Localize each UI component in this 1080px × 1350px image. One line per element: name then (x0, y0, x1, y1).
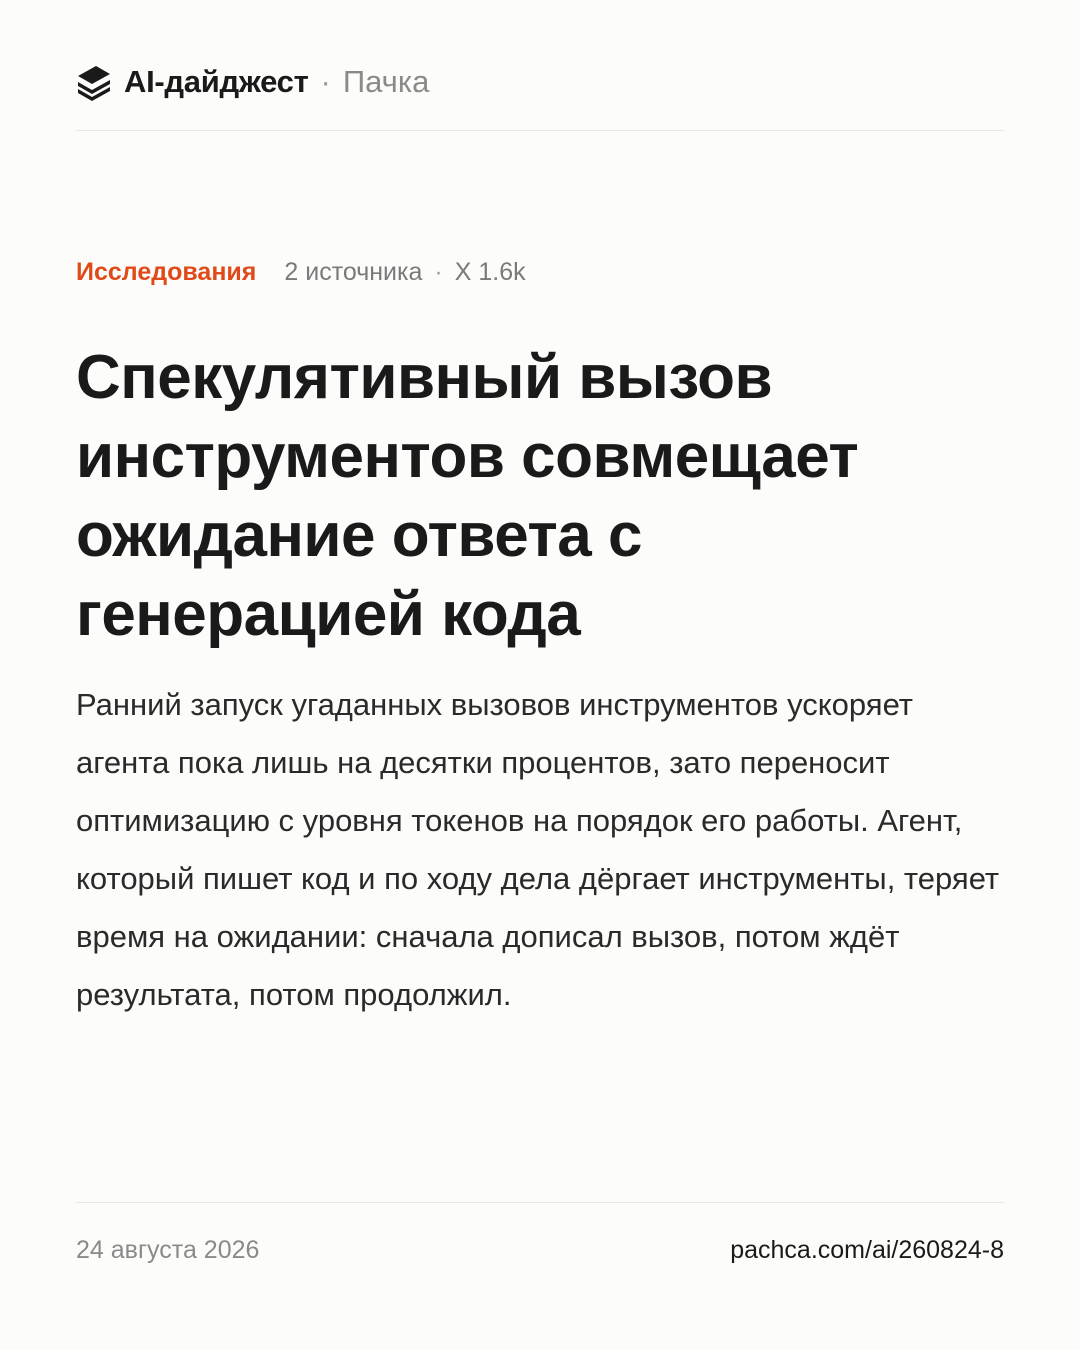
brand-separator: · (320, 64, 331, 99)
header-divider (76, 130, 1004, 131)
publish-date: 24 августа 2026 (76, 1236, 260, 1264)
meta-separator: · (434, 258, 443, 286)
stacked-layers-icon (76, 62, 112, 102)
sources-count: 2 источника (284, 258, 423, 286)
brand-subtitle: Пачка (342, 64, 430, 99)
brand-title: AI-дайджест (124, 64, 309, 99)
stat-count: X 1.6k (454, 258, 526, 286)
header (76, 58, 1004, 106)
article-body: Ранний запуск угаданных вызовов инструментов ускоряет агента пока лишь на десятки процентов, зато переносит оптимизацию с уровня токенов на порядок его работы. Агент, который пишет код и по ходу дела дёргает инструменты, теряет время на ожидании: сначала дописал вызов, потом ждёт результата, потом продолжил. (76, 687, 1000, 1012)
article-url[interactable]: pachca.com/ai/260824-8 (730, 1236, 1004, 1264)
footer-divider (76, 1202, 1004, 1203)
article-meta (76, 258, 526, 287)
article-title: Спекулятивный вызов инструментов совмещает ожидание ответа с генерацией кода (76, 343, 859, 649)
category-label[interactable]: Исследования (76, 258, 257, 286)
footer (76, 1236, 1004, 1265)
